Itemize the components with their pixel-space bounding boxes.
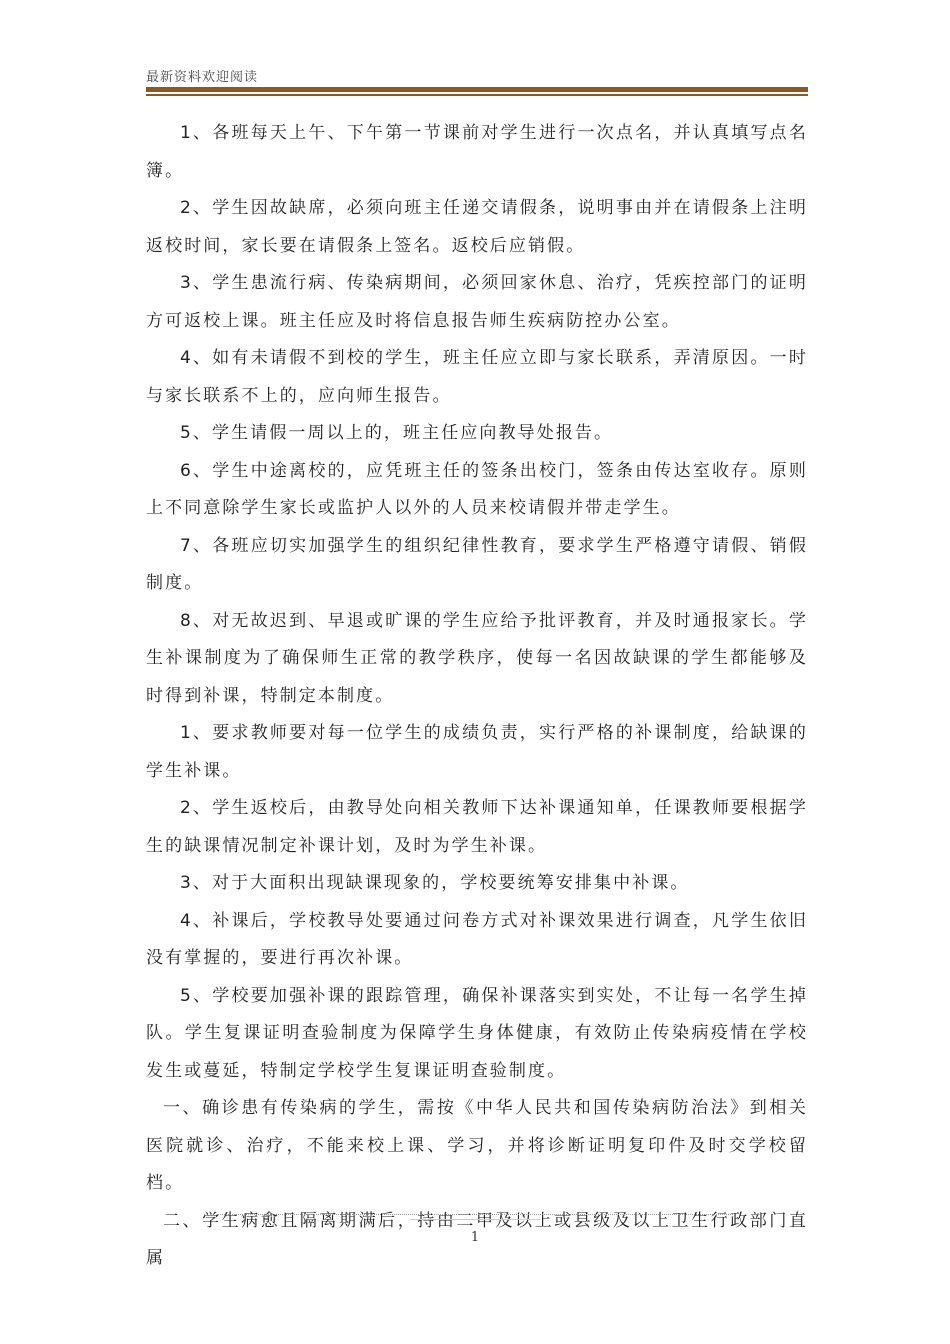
document-body <box>146 115 808 1278</box>
paragraph: 6、学生中途离校的，应凭班主任的签条出校门，签条由传达室收存。原则上不同意除学生家长或监护人以外的人员来校请假并带走学生。 <box>146 460 808 518</box>
paragraph: 7、各班应切实加强学生的组织纪律性教育，要求学生严格遵守请假、销假制度。 <box>146 535 808 593</box>
paragraph: 3、学生患流行病、传染病期间，必须回家休息、治疗，凭疾控部门的证明方可返校上课。班主任应及时将信息报告师生疾病防控办公室。 <box>146 273 808 331</box>
paragraph: 4、补课后，学校教导处要通过问卷方式对补课效果进行调查，凡学生依旧没有掌握的，要进行再次补课。 <box>146 910 808 968</box>
footer-rule <box>217 1214 733 1215</box>
paragraph: 3、对于大面积出现缺课现象的，学校要统筹安排集中补课。 <box>180 873 690 893</box>
header-rule <box>146 87 808 92</box>
paragraph: 1、要求教师要对每一位学生的成绩负责，实行严格的补课制度，给缺课的学生补课。 <box>146 723 808 781</box>
paragraph: 4、如有未请假不到校的学生，班主任应立即与家长联系，弄清原因。一时与家长联系不上的，应向师生报告。 <box>146 348 808 406</box>
paragraph: 8、对无故迟到、早退或旷课的学生应给予批评教育，并及时通报家长。学生补课制度为了确保师生正常的教学秩序，使每一名因故缺课的学生都能够及时得到补课，特制定本制度。 <box>146 610 808 706</box>
footer-rule-secondary <box>410 1219 540 1220</box>
paragraph: 2、学生因故缺席，必须向班主任递交请假条，说明事由并在请假条上注明返校时间，家长要在请假条上签名。返校后应销假。 <box>146 198 808 256</box>
paragraph: 一、确诊患有传染病的学生，需按《中华人民共和国传染病防治法》到相关医院就诊、治疗，不能来校上课、学习，并将诊断证明复印件及时交学校留档。 <box>146 1098 808 1193</box>
paragraph: 二、学生病愈且隔离期满后，持由二甲及以上或县级及以上卫生行政部门直属 <box>146 1210 808 1268</box>
page-header-text: 最新资料欢迎阅读 <box>146 70 259 85</box>
paragraph: 1、各班每天上午、下午第一节课前对学生进行一次点名，并认真填写点名簿。 <box>146 123 808 181</box>
paragraph: 5、学生请假一周以上的，班主任应向教导处报告。 <box>180 423 614 443</box>
paragraph: 2、学生返校后，由教导处向相关教师下达补课通知单，任课教师要根据学生的缺课情况制定补课计划，及时为学生补课。 <box>146 798 808 856</box>
header-rule-secondary <box>146 94 808 96</box>
page-number: 1 <box>470 1230 480 1245</box>
paragraph: 5、学校要加强补课的跟踪管理，确保补课落实到实处，不让每一名学生掉队。学生复课证明查验制度为保障学生身体健康，有效防止传染病疫情在学校发生或蔓延，特制定学校学生复课证明查验制度。 <box>146 985 808 1081</box>
